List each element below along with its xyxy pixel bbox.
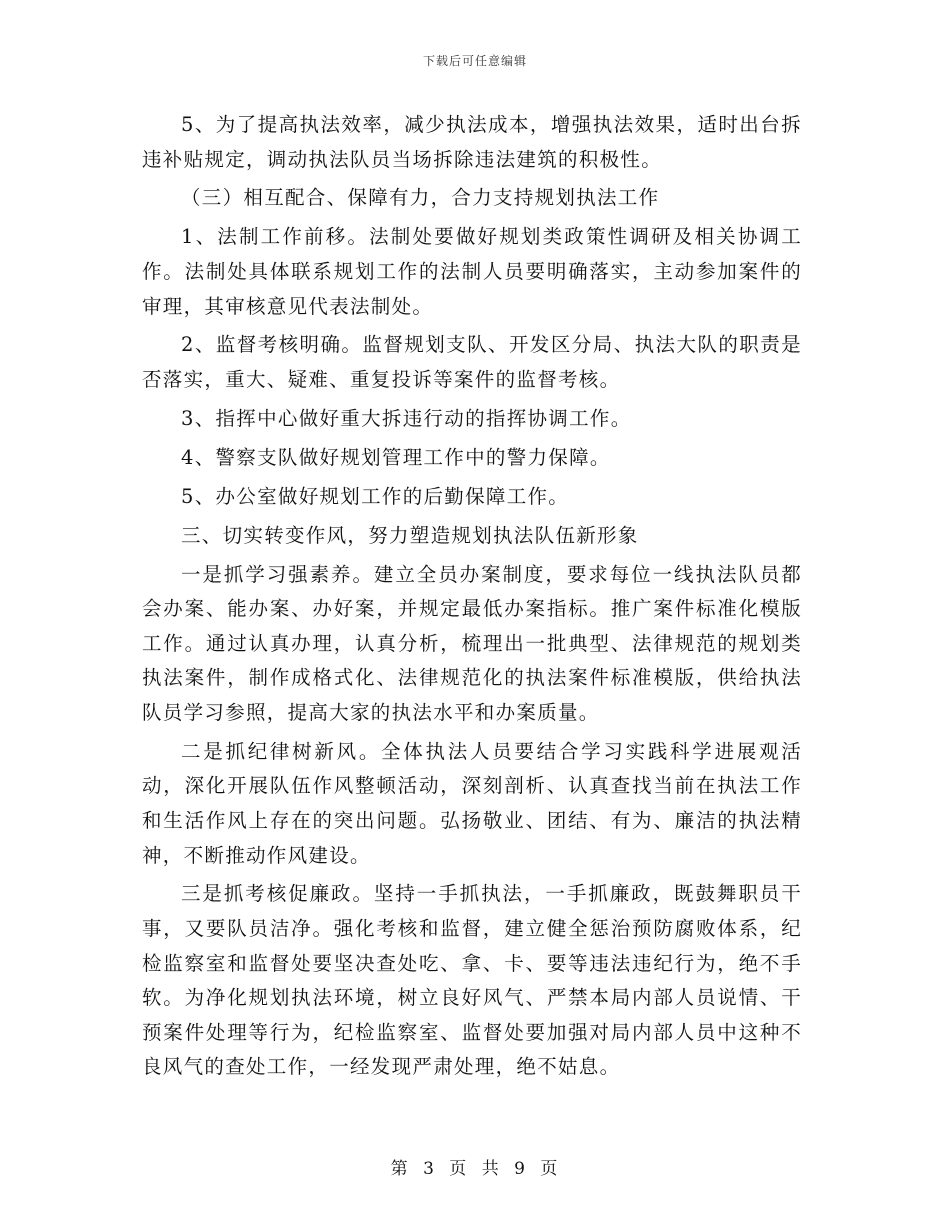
section-heading-work-style: 三、切实转变作风，努力塑造规划执法队伍新形象 [181, 523, 639, 547]
paragraph-integrity: 三是抓考核促廉政。坚持一手抓执法，一手抓廉政，既鼓舞职员干事，又要队员洁净。强化考核和监督，建立健全惩治预防腐败体系，纪检监察室和监督处要坚决查处吃、拿、卡、要等违法违纪行为，绝不手软。为净化规划执法环境，树立良好风气、严禁本局内部人员说情、干预案件处理等行为，纪检监察室、监督处要加强对局内部人员中这种不良风气的查处工作，一经发现严肃处理，绝不姑息。 [142, 882, 802, 1079]
section-heading-cooperation: （三）相互配合、保障有力，合力支持规划执法工作 [181, 186, 660, 210]
paragraph-supervision: 2、监督考核明确。监督规划支队、开发区分局、执法大队的职责是否落实，重大、疑难、重复投诉等案件的监督考核。 [142, 333, 802, 392]
page-number: 第 3 页 共 9 页 [390, 1159, 560, 1179]
paragraph-legal-work: 1、法制工作前移。法制处要做好规划类政策性调研及相关协调工作。法制处具体联系规划工作的法制人员要明确落实，主动参加案件的审理，其审核意见代表法制处。 [142, 225, 802, 318]
paragraph-police-support: 4、警察支队做好规划管理工作中的警力保障。 [181, 445, 611, 469]
paragraph-discipline: 二是抓纪律树新风。全体执法人员要结合学习实践科学进展观活动，深化开展队伍作风整顿活动，深刻剖析、认真查找当前在执法工作和生活作风上存在的突出问题。弘扬敬业、团结、有为、廉洁的执法精神，不断推动作风建设。 [142, 739, 802, 867]
paragraph-study: 一是抓学习强素养。建立全员办案制度，要求每位一线执法队员都会办案、能办案、办好案，并规定最低办案指标。推广案件标准化模版工作。通过认真办理，认真分析，梳理出一批典型、法律规范的规划类执法案件，制作成格式化、法律规范化的执法案件标准模版，供给执法队员学习参照，提高大家的执法水平和办案质量。 [142, 562, 802, 724]
document-body [142, 108, 802, 1089]
header-note: 下载后可任意编辑 [422, 54, 527, 68]
paragraph-item-5-subsidy: 5、为了提高执法效率，减少执法成本，增强执法效果，适时出台拆违补贴规定，调动执法队员当场拆除违法建筑的积极性。 [142, 113, 802, 171]
paragraph-office-logistics: 5、办公室做好规划工作的后勤保障工作。 [181, 484, 570, 508]
paragraph-command-center: 3、指挥中心做好重大拆违行动的指挥协调工作。 [181, 406, 632, 430]
